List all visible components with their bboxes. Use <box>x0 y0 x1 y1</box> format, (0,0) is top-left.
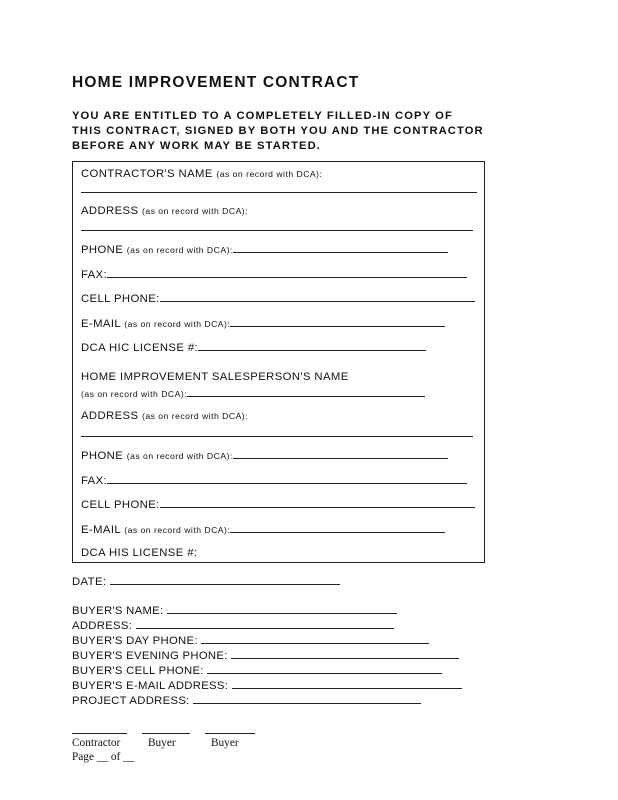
salesperson-address-blank[interactable] <box>81 436 473 437</box>
salesperson-name-note: (as on record with DCA): <box>81 389 188 399</box>
buyer-email-field <box>72 679 462 694</box>
signature-lines <box>72 724 272 736</box>
buyer-section <box>72 604 462 709</box>
salesperson-fax-blank[interactable] <box>107 474 467 484</box>
salesperson-name-blank[interactable] <box>187 387 425 397</box>
contractor-phone-field <box>81 243 448 256</box>
salesperson-email-note: (as on record with DCA): <box>124 525 231 535</box>
buyer-signature-label: Buyer <box>148 737 176 749</box>
contractor-info-box <box>72 161 485 563</box>
page-number: Page __ of __ <box>72 751 135 763</box>
salesperson-email-label: E-MAIL <box>81 524 121 536</box>
buyer-address-blank[interactable] <box>136 619 394 629</box>
buyer-signature-label: Buyer <box>211 737 239 749</box>
buyer-cell-phone-blank[interactable] <box>207 664 442 674</box>
contractor-fax-label: FAX: <box>81 269 108 281</box>
contractor-name-label: CONTRACTOR'S NAME <box>81 168 213 180</box>
buyer-address-field <box>72 619 462 634</box>
salesperson-fax-label: FAX: <box>81 475 108 487</box>
salesperson-license-field <box>81 547 197 559</box>
buyer-name-field <box>72 604 462 619</box>
contractor-address-label: ADDRESS <box>81 205 139 217</box>
salesperson-email-field <box>81 523 445 536</box>
salesperson-phone-field <box>81 449 448 462</box>
salesperson-address-field <box>81 410 248 422</box>
contractor-name-blank[interactable] <box>81 192 477 193</box>
project-address-field <box>72 694 462 709</box>
buyer-day-phone-blank[interactable] <box>201 634 429 644</box>
date-field <box>72 575 340 588</box>
buyer-evening-phone-field <box>72 649 462 664</box>
contractor-license-blank[interactable] <box>198 341 426 351</box>
contractor-address-field <box>81 205 248 217</box>
buyer-evening-phone-blank[interactable] <box>231 649 459 659</box>
salesperson-license-label: DCA HIS LICENSE #: <box>81 547 198 559</box>
contractor-cell-blank[interactable] <box>160 292 475 302</box>
project-address-blank[interactable] <box>193 694 421 704</box>
buyer-email-label: BUYER'S E-MAIL ADDRESS: <box>72 680 229 692</box>
contractor-cell-field <box>81 292 475 305</box>
project-address-label: PROJECT ADDRESS: <box>72 695 190 707</box>
contractor-fax-field <box>81 268 467 281</box>
salesperson-name-field <box>81 387 425 400</box>
buyer-cell-phone-label: BUYER'S CELL PHONE: <box>72 665 204 677</box>
contractor-license-field <box>81 341 426 354</box>
buyer-signature-line[interactable] <box>205 724 255 734</box>
notice-line: BEFORE ANY WORK MAY BE STARTED. <box>72 140 321 152</box>
page-title: HOME IMPROVEMENT CONTRACT <box>72 74 360 91</box>
date-label: DATE: <box>72 576 107 588</box>
buyer-evening-phone-label: BUYER'S EVENING PHONE: <box>72 650 228 662</box>
contractor-license-label: DCA HIC LICENSE #: <box>81 342 199 354</box>
salesperson-address-label: ADDRESS <box>81 410 139 422</box>
buyer-name-label: BUYER'S NAME: <box>72 605 164 617</box>
notice-line: THIS CONTRACT, SIGNED BY BOTH YOU AND THE CONTRACTOR <box>72 125 484 137</box>
salesperson-email-blank[interactable] <box>230 523 445 533</box>
signature-area <box>72 724 272 764</box>
buyer-email-blank[interactable] <box>232 679 462 689</box>
contractor-email-blank[interactable] <box>230 317 445 327</box>
salesperson-cell-label: CELL PHONE: <box>81 499 160 511</box>
salesperson-phone-label: PHONE <box>81 450 124 462</box>
salesperson-heading: HOME IMPROVEMENT SALESPERSON'S NAME <box>81 371 349 383</box>
buyer-name-blank[interactable] <box>167 604 397 614</box>
contractor-address-blank[interactable] <box>81 230 473 231</box>
contractor-email-label: E-MAIL <box>81 318 121 330</box>
contractor-email-note: (as on record with DCA): <box>124 319 231 329</box>
signature-labels <box>72 736 272 750</box>
contractor-phone-label: PHONE <box>81 244 124 256</box>
contractor-signature-label: Contractor <box>72 737 121 749</box>
buyer-day-phone-label: BUYER'S DAY PHONE: <box>72 635 198 647</box>
salesperson-phone-note: (as on record with DCA): <box>126 451 233 461</box>
contractor-phone-blank[interactable] <box>233 243 448 253</box>
buyer-signature-line[interactable] <box>142 724 190 734</box>
contractor-name-note: (as on record with DCA): <box>216 169 323 179</box>
contractor-signature-line[interactable] <box>72 724 127 734</box>
notice-text <box>72 109 532 154</box>
contractor-name-field <box>81 168 322 180</box>
contractor-fax-blank[interactable] <box>107 268 467 278</box>
buyer-day-phone-field <box>72 634 462 649</box>
salesperson-fax-field <box>81 474 467 487</box>
salesperson-address-note: (as on record with DCA): <box>141 411 249 421</box>
date-blank[interactable] <box>110 575 340 585</box>
buyer-cell-phone-field <box>72 664 462 679</box>
buyer-address-label: ADDRESS: <box>72 620 133 632</box>
contractor-phone-note: (as on record with DCA): <box>126 245 233 255</box>
salesperson-cell-field <box>81 498 475 511</box>
contractor-address-note: (as on record with DCA): <box>141 206 249 216</box>
salesperson-phone-blank[interactable] <box>233 449 448 459</box>
salesperson-cell-blank[interactable] <box>160 498 475 508</box>
notice-line: YOU ARE ENTITLED TO A COMPLETELY FILLED-IN COPY OF <box>72 110 453 122</box>
contractor-cell-label: CELL PHONE: <box>81 293 160 305</box>
contractor-email-field <box>81 317 445 330</box>
